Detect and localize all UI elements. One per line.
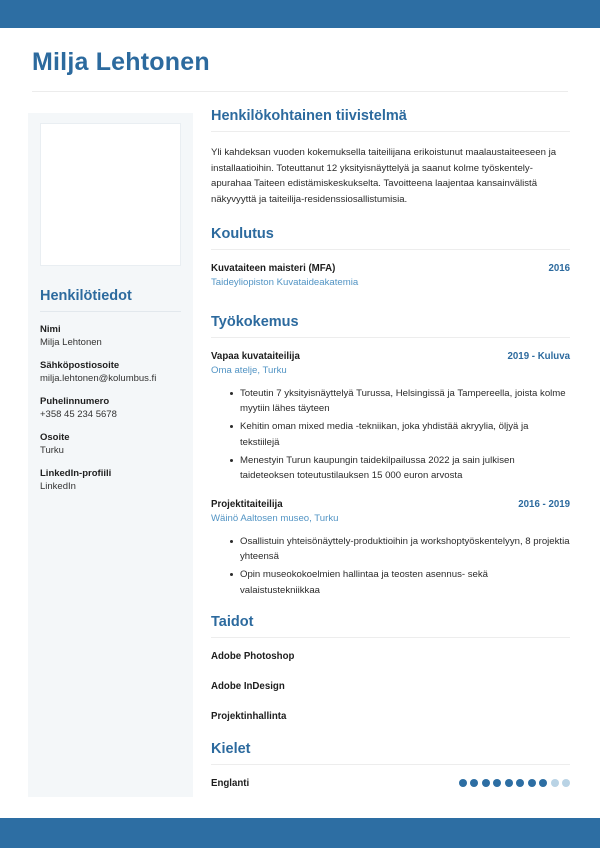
main-content [211,108,570,791]
contact-label: Nimi [40,324,61,335]
section-heading-skills: Taidot [211,613,254,630]
entry-title: Projektitaiteilija [211,499,283,511]
contact-label: Sähköpostiosoite [40,360,120,371]
section-divider [211,249,570,250]
entry-title: Kuvataiteen maisteri (MFA) [211,263,336,275]
section-divider [211,637,570,638]
entry-date: 2016 - 2019 [518,499,570,511]
header [32,48,568,92]
avatar [40,123,181,266]
language-row [211,778,570,789]
bottom-accent-bar [0,818,600,848]
entry-bullet: Menestyin Turun kaupungin taidekilpailussa 2022 ja sain julkisen taideteoksen toteutustilauksen 15 000 euron arvosta [230,453,570,483]
section-divider [211,764,570,765]
language-rating [459,779,571,787]
entry-organization: Wäinö Aaltosen museo, Turku [211,513,339,525]
education-list [211,263,570,288]
entry-bullet-list [211,386,570,483]
contact-item [40,396,181,420]
rating-dot-filled [528,779,536,787]
section-summary [211,108,570,207]
skill-item: Adobe InDesign [211,680,285,692]
section-heading-languages: Kielet [211,740,251,757]
section-education [211,226,570,288]
entry [211,499,570,598]
contact-item [40,324,181,348]
section-heading-education: Koulutus [211,226,274,243]
contact-label: Puhelinnumero [40,396,110,407]
contact-value: milja.lehtonen@kolumbus.fi [40,373,157,384]
entry-bullet: Osallistuin yhteisönäyttely-produktioihin ja workshoptyöskentelyyn, 8 projektia yhteensä [230,534,570,564]
rating-dot-filled [459,779,467,787]
contact-item [40,432,181,456]
section-divider [211,131,570,132]
contact-value: Milja Lehtonen [40,337,102,348]
entry-title: Vapaa kuvataiteilija [211,351,300,363]
entry-bullet-list [211,534,570,598]
contact-value: Turku [40,445,64,456]
entry-header [211,351,570,362]
section-divider [211,337,570,338]
summary-text: Yli kahdeksan vuoden kokemuksella taiteilijana erikoistunut maalaustaiteeseen ja installaatioihin. Toteuttanut 12 yksityisnäyttelyä ja saanut kolme työskentely-apurahaa Taiteen edistämiskeskukselta. Tavoitteena laajentaa kansainvälistä näkyvyyttä ja taiteilija-residenssiosallistumisia. [211,147,557,205]
rating-dot-filled [539,779,547,787]
rating-dot-filled [493,779,501,787]
entry [211,351,570,483]
page-title: Milja Lehtonen [32,48,210,76]
entry-organization: Taideyliopiston Kuvataideakatemia [211,277,359,289]
entry-date: 2016 [548,263,570,275]
contact-label: Osoite [40,432,70,443]
contact-label: LinkedIn-profiili [40,468,112,479]
entry-header [211,499,570,510]
contact-value: +358 45 234 5678 [40,409,117,420]
section-languages [211,741,570,789]
entry-bullet: Kehitin oman mixed media -tekniikan, joka yhdistää akryylia, öljyä ja tekstiilejä [230,419,570,449]
rating-dot-empty [551,779,559,787]
sidebar-heading-divider [40,311,181,312]
rating-dot-filled [516,779,524,787]
rating-dot-filled [505,779,513,787]
header-divider [32,91,568,92]
section-heading-experience: Työkokemus [211,314,299,331]
sidebar [28,113,193,797]
languages-list [211,778,570,789]
experience-list [211,351,570,598]
entry-bullet: Opin museokokoelmien hallintaa ja teosten asennus- sekä valaistustekniikkaa [230,567,570,597]
entry-organization: Oma atelje, Turku [211,365,287,377]
rating-dot-empty [562,779,570,787]
entry [211,263,570,288]
section-skills [211,614,570,722]
contact-item [40,360,181,384]
section-heading-summary: Henkilökohtainen tiivistelmä [211,108,407,124]
top-accent-bar [0,0,600,28]
rating-dot-filled [470,779,478,787]
skill-item: Projektinhallinta [211,710,287,722]
skill-item: Adobe Photoshop [211,650,295,662]
language-name: Englanti [211,777,250,789]
section-experience [211,314,570,598]
entry-bullet: Toteutin 7 yksityisnäyttelyä Turussa, Helsingissä ja Tampereella, joista kolme myytiin lähes täyteen [230,386,570,416]
entry-header [211,263,570,274]
contact-item [40,468,181,492]
sidebar-heading-personal-details: Henkilötiedot [40,288,132,304]
entry-date: 2019 - Kuluva [507,351,570,363]
contact-value: LinkedIn [40,481,76,492]
skills-list [211,651,570,722]
rating-dot-filled [482,779,490,787]
contact-list [40,324,181,492]
